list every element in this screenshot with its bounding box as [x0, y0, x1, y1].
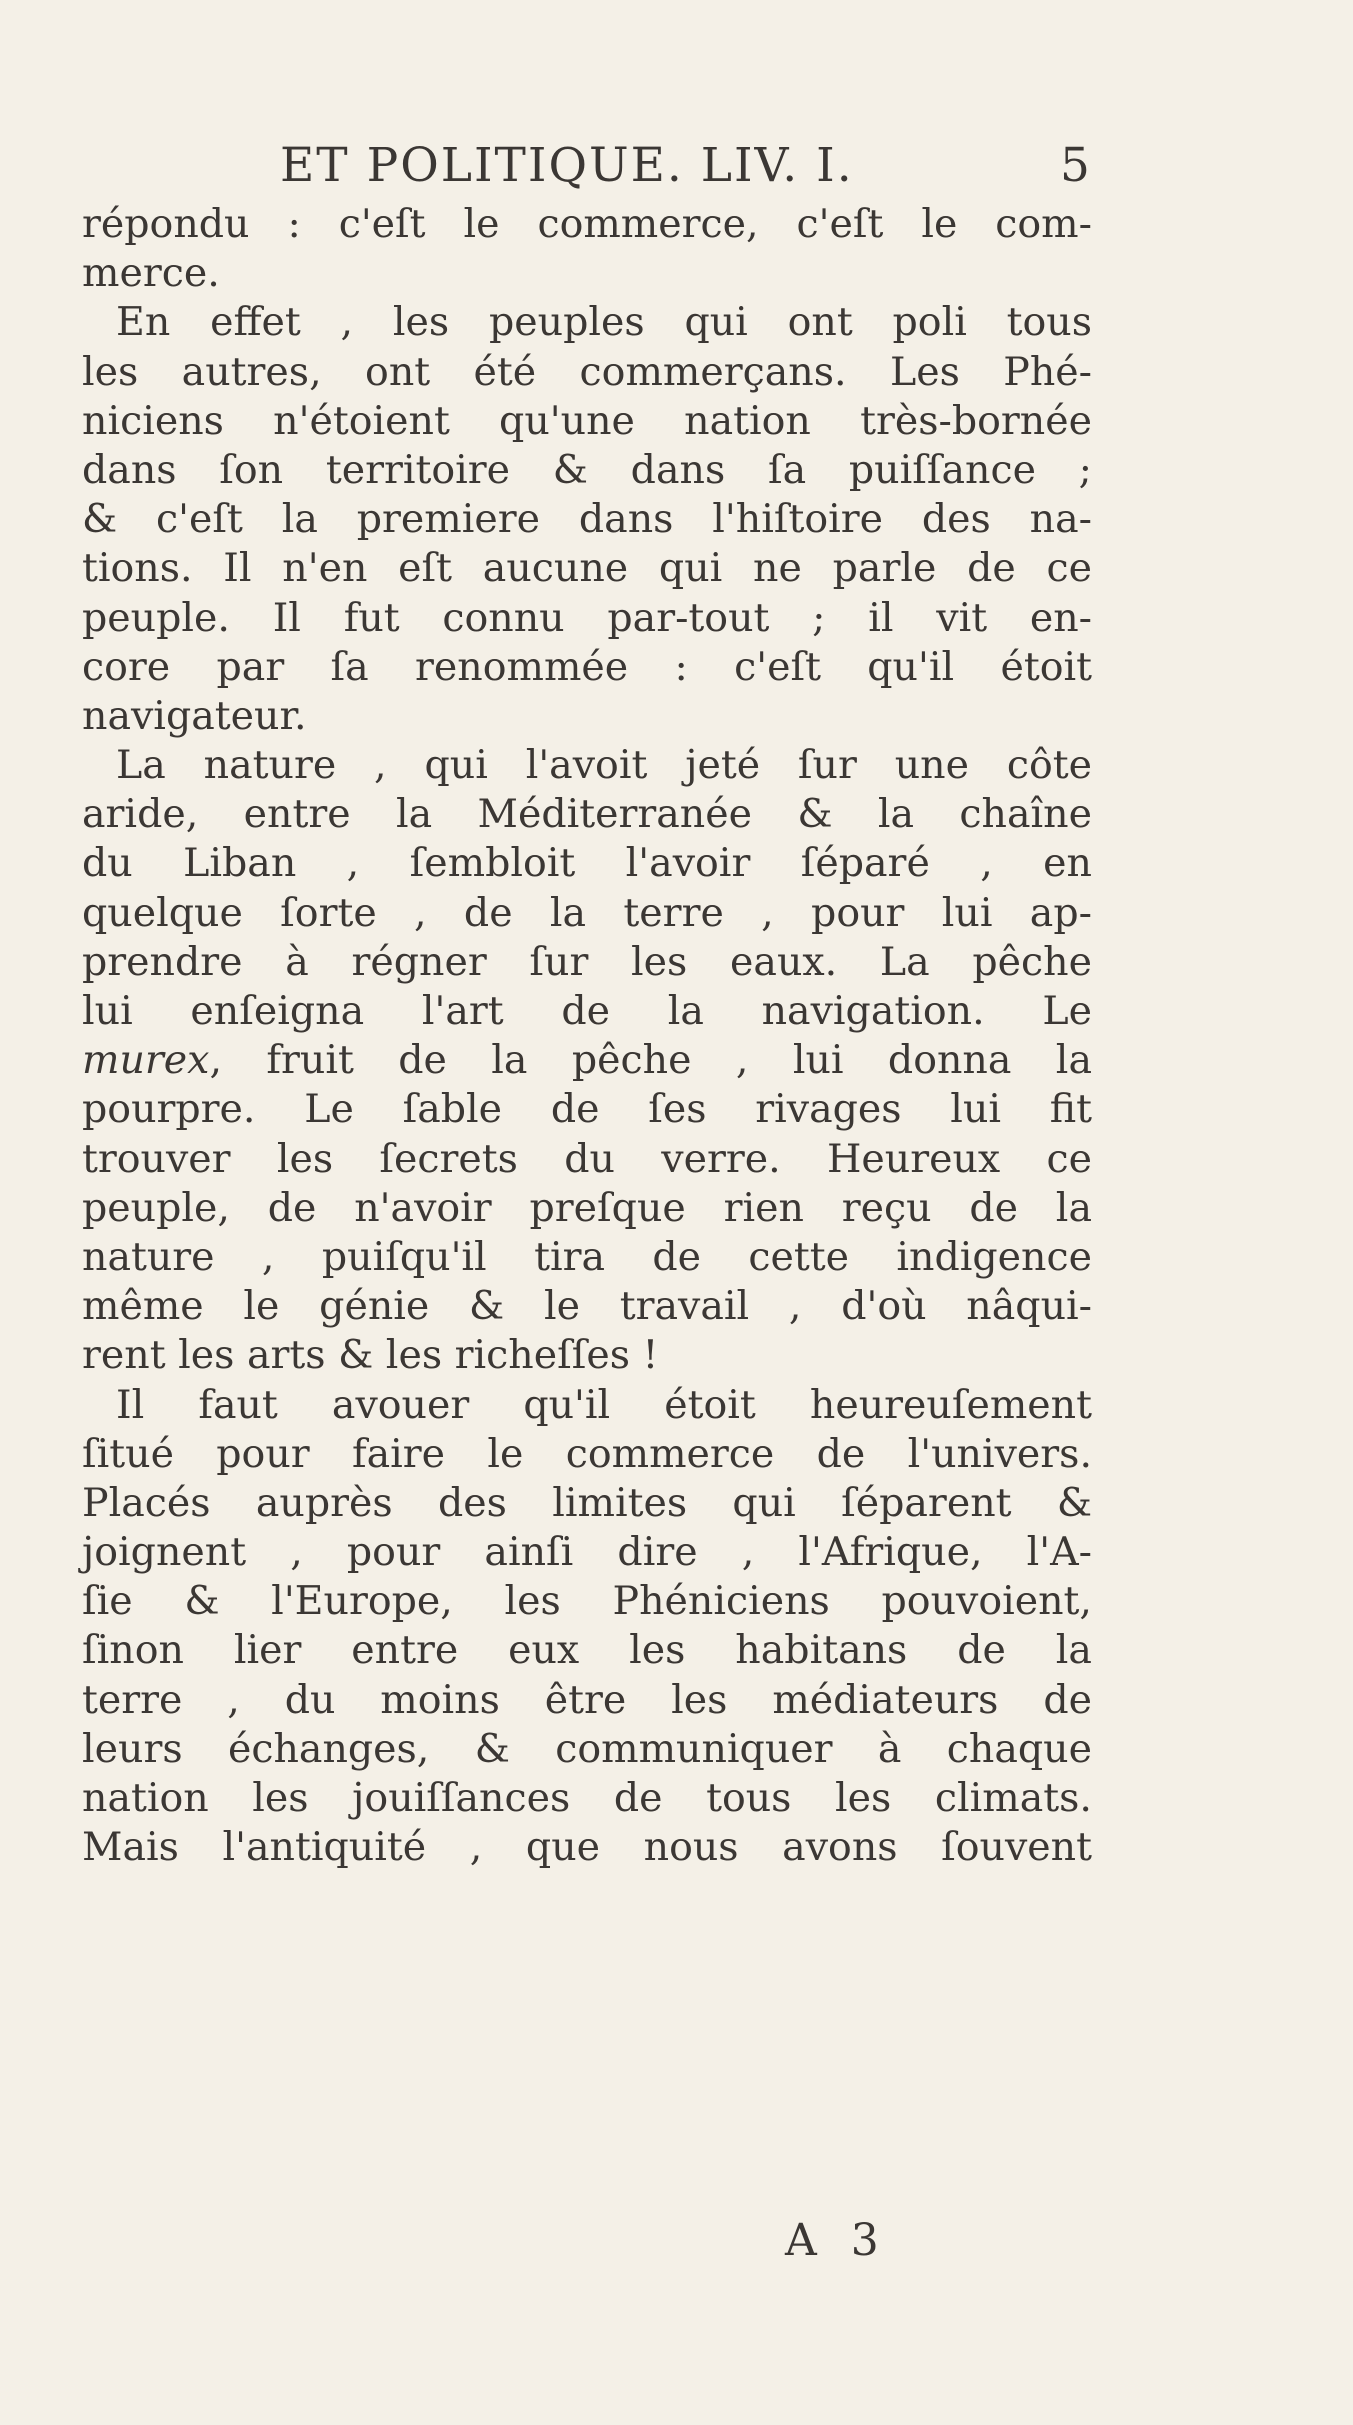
line-text: quelque ſorte , de la terre , pour lui ap- [82, 889, 1092, 936]
line-text: Il faut avouer qu'il étoit heureuſement [116, 1381, 1092, 1428]
text-line [82, 1528, 1092, 1577]
text-line [82, 1774, 1092, 1823]
text-line [82, 1430, 1092, 1479]
text-line [82, 1184, 1092, 1233]
text-line [82, 643, 1092, 692]
line-text: aride, entre la Méditerranée & la chaîne [82, 791, 1092, 838]
line-text: navigateur. [82, 692, 307, 739]
text-line [82, 1036, 1092, 1085]
text-line [82, 397, 1092, 446]
line-text: nature , puiſqu'il tira de cette indigence [82, 1233, 1092, 1280]
line-text: Placés auprès des limites qui ſéparent & [82, 1479, 1092, 1526]
line-text: Mais l'antiquité , que nous avons ſouvent [82, 1824, 1092, 1871]
text-line [82, 298, 1092, 347]
line-text: core par ſa renommée : c'eſt qu'il étoit [82, 643, 1092, 690]
text-line [82, 348, 1092, 397]
line-text: , fruit de la pêche , lui donna la [209, 1037, 1092, 1084]
line-text: les autres, ont été commerçans. Les Phé- [82, 348, 1092, 395]
line-text: ſie & l'Europe, les Phéniciens pouvoient, [82, 1578, 1092, 1625]
line-text: ſitué pour faire le commerce de l'univers. [82, 1430, 1092, 1477]
text-line [82, 1233, 1092, 1282]
line-text: La nature , qui l'avoit jeté ſur une côte [116, 742, 1092, 789]
running-head [280, 136, 1092, 196]
line-text: nation les jouiſſances de tous les climats. [82, 1775, 1092, 1821]
line-text: terre , du moins être les médiateurs de [82, 1676, 1092, 1723]
line-text: répondu : c'eſt le commerce, c'eſt le com- [82, 201, 1092, 247]
text-line [82, 839, 1092, 888]
text-line [82, 1381, 1092, 1430]
text-line [82, 1823, 1092, 1872]
signature-mark: A 3 [785, 2215, 889, 2266]
text-line [82, 446, 1092, 495]
line-text: ſinon lier entre eux les habitans de la [82, 1627, 1092, 1674]
text-line [82, 1725, 1092, 1774]
text-line [82, 1626, 1092, 1675]
text-line [82, 1282, 1092, 1331]
text-line [82, 495, 1092, 544]
running-head-title: ET POLITIQUE. LIV. I. [280, 138, 854, 193]
text-line [82, 544, 1092, 593]
text-line [82, 987, 1092, 1036]
line-text: tions. Il n'en eſt aucune qui ne parle de ce [82, 545, 1092, 592]
text-line [82, 741, 1092, 790]
line-text: rent les arts & les richeſſes ! [82, 1332, 659, 1379]
text-line [82, 594, 1092, 643]
text-line [82, 889, 1092, 938]
line-text: niciens n'étoient qu'une nation très-bornée [82, 397, 1092, 444]
line-text: même le génie & le travail , d'où nâqui- [82, 1283, 1092, 1330]
text-line [82, 790, 1092, 839]
page-number: 5 [1060, 138, 1092, 193]
text-line [82, 1085, 1092, 1134]
line-text: joignent , pour ainſi dire , l'Afrique, l'A- [82, 1529, 1092, 1576]
line-text: lui enſeigna l'art de la navigation. Le [82, 988, 1092, 1034]
text-line [82, 1135, 1092, 1184]
text-line [82, 249, 1092, 298]
line-text: leurs échanges, & communiquer à chaque [82, 1725, 1092, 1772]
text-line [82, 1577, 1092, 1626]
text-line [82, 1479, 1092, 1528]
line-text: peuple, de n'avoir preſque rien reçu de la [82, 1184, 1092, 1231]
text-line [82, 1331, 1092, 1380]
line-text: & c'eſt la premiere dans l'hiſtoire des na- [82, 496, 1092, 543]
text-line [82, 200, 1092, 249]
line-text: prendre à régner ſur les eaux. La pêche [82, 938, 1092, 985]
line-text: trouver les ſecrets du verre. Heureux ce [82, 1135, 1092, 1182]
line-text: peuple. Il fut connu par-tout ; il vit en- [82, 594, 1092, 641]
line-text: dans ſon territoire & dans ſa puiſſance ; [82, 446, 1092, 493]
text-line [82, 938, 1092, 987]
body-text [82, 200, 1092, 1872]
text-line [82, 692, 1092, 741]
line-text: merce. [82, 250, 220, 297]
line-text: En effet , les peuples qui ont poli tous [116, 299, 1092, 346]
line-text: du Liban , ſembloit l'avoir ſéparé , en [82, 840, 1092, 887]
line-text: pourpre. Le ſable de ſes rivages lui fit [82, 1086, 1092, 1133]
italic-word: murex [82, 1037, 210, 1084]
text-line [82, 1676, 1092, 1725]
